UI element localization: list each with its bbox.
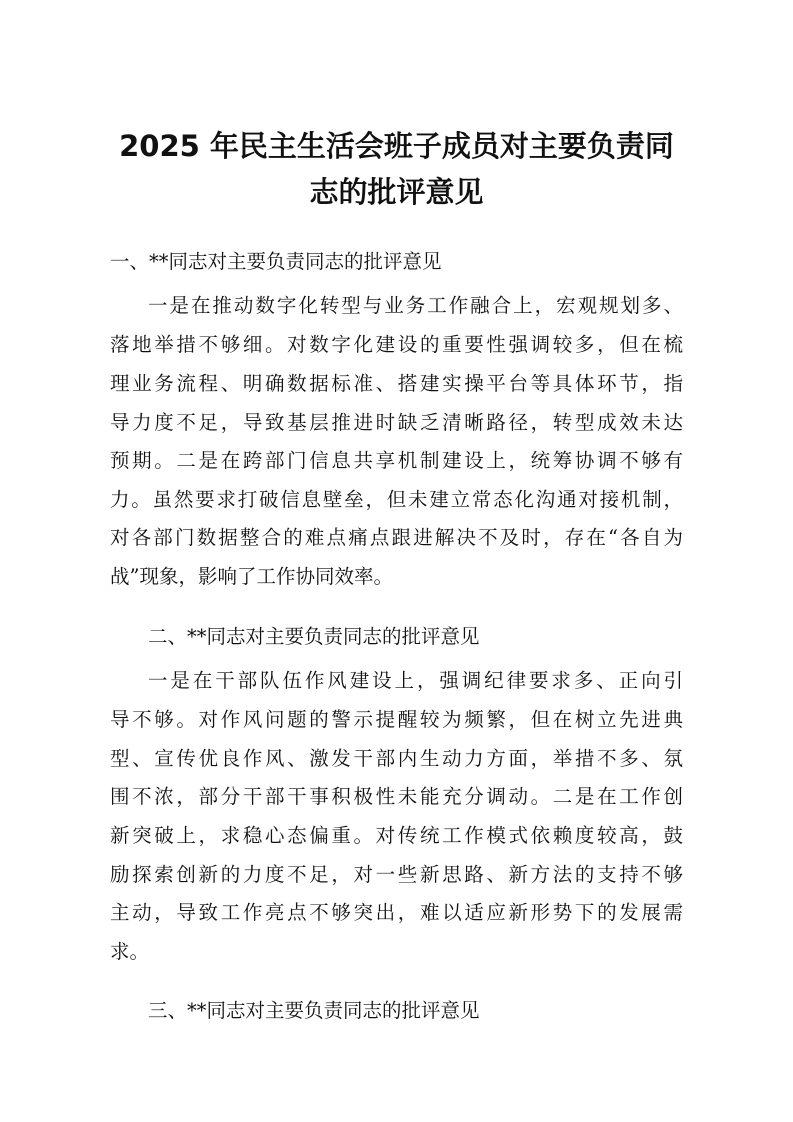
document-title-line-1: 2025 年民主生活会班子成员对主要负责同 bbox=[119, 129, 674, 163]
paragraph-line-end: 三、**同志对主要负责同志的批评意见 bbox=[148, 999, 480, 1022]
paragraph-line: 主动，导致工作亮点不够突出，难以适应新形势下的发展需 bbox=[110, 901, 683, 924]
paragraph-line: 型、宣传优良作风、激发干部内生动力方面，举措不多、氛 bbox=[110, 747, 683, 770]
section-heading-1: 一、**同志对主要负责同志的批评意见 bbox=[110, 250, 442, 273]
paragraph-line: 对各部门数据整合的难点痛点跟进解决不及时，存在“各自为 bbox=[110, 526, 683, 549]
paragraph-line: 围不浓，部分干部干事积极性未能充分调动。二是在工作创 bbox=[110, 785, 683, 808]
paragraph-line: 战”现象，影响了工作协同效率。 bbox=[110, 565, 393, 588]
document-title-line-2: 志的批评意见 bbox=[309, 175, 484, 209]
paragraph-line: 落地举措不够细。对数字化建设的重要性强调较多，但在梳 bbox=[110, 333, 683, 356]
paragraph-line: 导不够。对作风问题的警示提醒较为频繁，但在树立先进典 bbox=[110, 708, 683, 731]
paragraph-line: 导力度不足，导致基层推进时缺乏清晰路径，转型成效未达 bbox=[110, 411, 683, 434]
paragraph-line: 求。 bbox=[110, 940, 150, 963]
paragraph-line: 励探索创新的力度不足，对一些新思路、新方法的支持不够 bbox=[110, 863, 683, 886]
paragraph-line: 新突破上，求稳心态偏重。对传统工作模式依赖度较高，鼓 bbox=[110, 824, 683, 847]
section-heading-2: 一是在干部队伍作风建设上，强调纪律要求多、正向引 bbox=[148, 669, 683, 692]
paragraph-line: 理业务流程、明确数据标准、搭建实操平台等具体环节，指 bbox=[110, 372, 683, 395]
paragraph-line: 力。虽然要求打破信息壁垒，但未建立常态化沟通对接机制， bbox=[110, 488, 683, 511]
paragraph-line-end: 二、**同志对主要负责同志的批评意见 bbox=[148, 625, 480, 648]
paragraph-line: 预期。二是在跨部门信息共享机制建设上，统筹协调不够有 bbox=[110, 449, 683, 472]
paragraph-line: 一是在推动数字化转型与业务工作融合上，宏观规划多、 bbox=[148, 294, 683, 317]
